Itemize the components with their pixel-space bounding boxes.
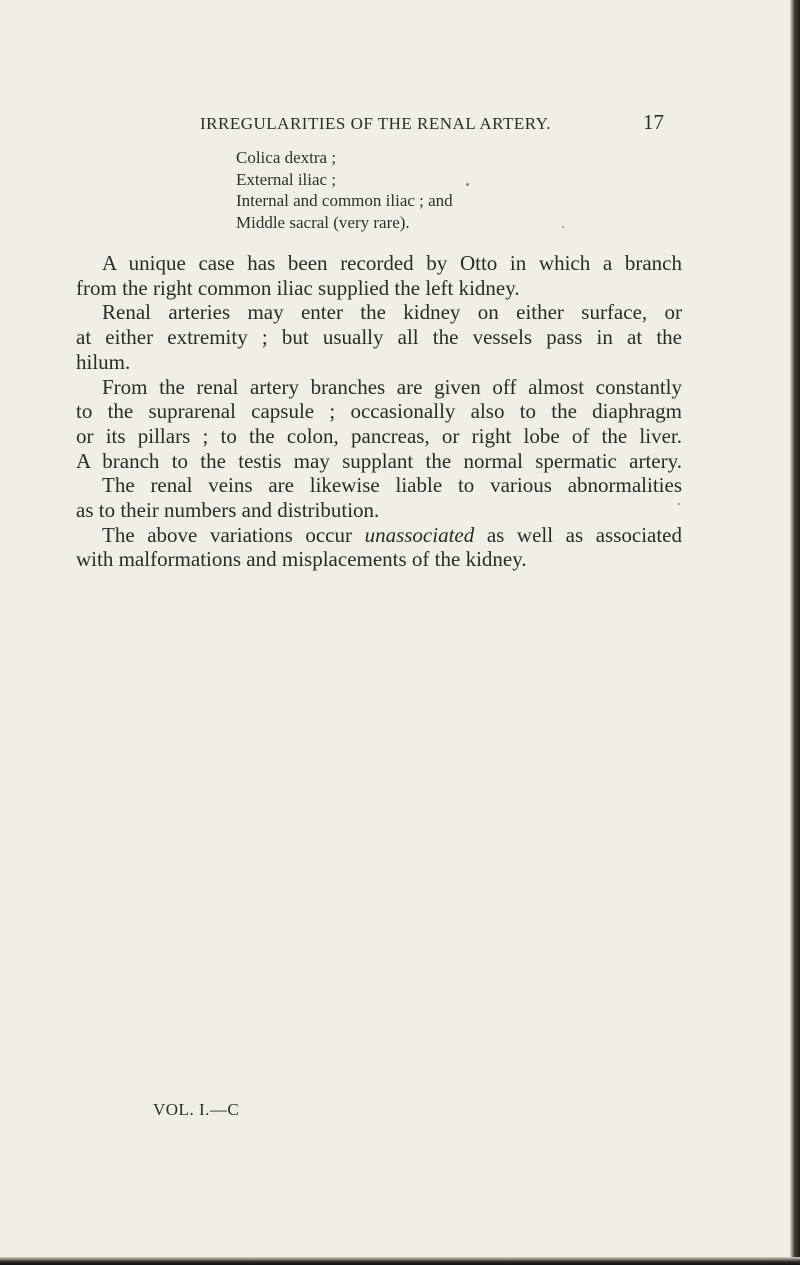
list-item: Internal and common iliac ; and [236, 191, 453, 210]
page-number: 17 [643, 110, 664, 134]
paragraph-branches [76, 375, 682, 474]
sources-list [236, 147, 453, 233]
text-line: to the suprarenal capsule ; occasionally also to the diaphragm [76, 399, 682, 424]
text-line: From the renal artery branches are given off almost constantly [102, 374, 682, 399]
paragraph-renal-veins [76, 473, 682, 522]
paragraph-otto-case [76, 251, 682, 300]
text-line: A unique case has been recorded by Otto in which a branch [102, 251, 682, 275]
signature-mark: VOL. I.—C [153, 1100, 240, 1119]
text-line: A branch to the testis may supplant the normal spermatic artery. [76, 448, 682, 473]
text-segment: as well as associated [486, 522, 683, 547]
page-edge-shadow [790, 0, 800, 1265]
text-segment: The above variations occur [102, 522, 352, 547]
text-line: or its pillars ; to the colon, pancreas, or right lobe of the liver. [76, 423, 682, 448]
list-item: Middle sacral (very rare). [236, 212, 410, 232]
ink-speck [466, 183, 469, 186]
text-line: The renal veins are likewise liable to various abnormalities [102, 473, 682, 498]
running-head: IRREGULARITIES OF THE RENAL ARTERY. [200, 114, 551, 133]
text-line: as to their numbers and distribution. [76, 498, 380, 523]
italic-term: unassociated [364, 522, 475, 547]
body-text [76, 251, 682, 572]
ink-speck [562, 226, 564, 228]
text-line: hilum. [76, 349, 131, 374]
text-line: Renal arteries may enter the kidney on either surface, or [102, 300, 682, 325]
paragraph-variations [76, 523, 682, 572]
page-bottom-edge [0, 1257, 800, 1265]
text-line: at either extremity ; but usually all the vessels pass in at the [76, 325, 682, 350]
text-line: with malformations and misplacements of the kidney. [76, 547, 527, 572]
text-line [76, 523, 682, 548]
list-item: Colica dextra ; [236, 148, 337, 167]
ink-speck [678, 503, 680, 505]
paragraph-renal-arteries-entry [76, 300, 682, 374]
text-line: from the right common iliac supplied the left kidney. [76, 275, 520, 300]
list-item: External iliac ; [236, 169, 337, 189]
